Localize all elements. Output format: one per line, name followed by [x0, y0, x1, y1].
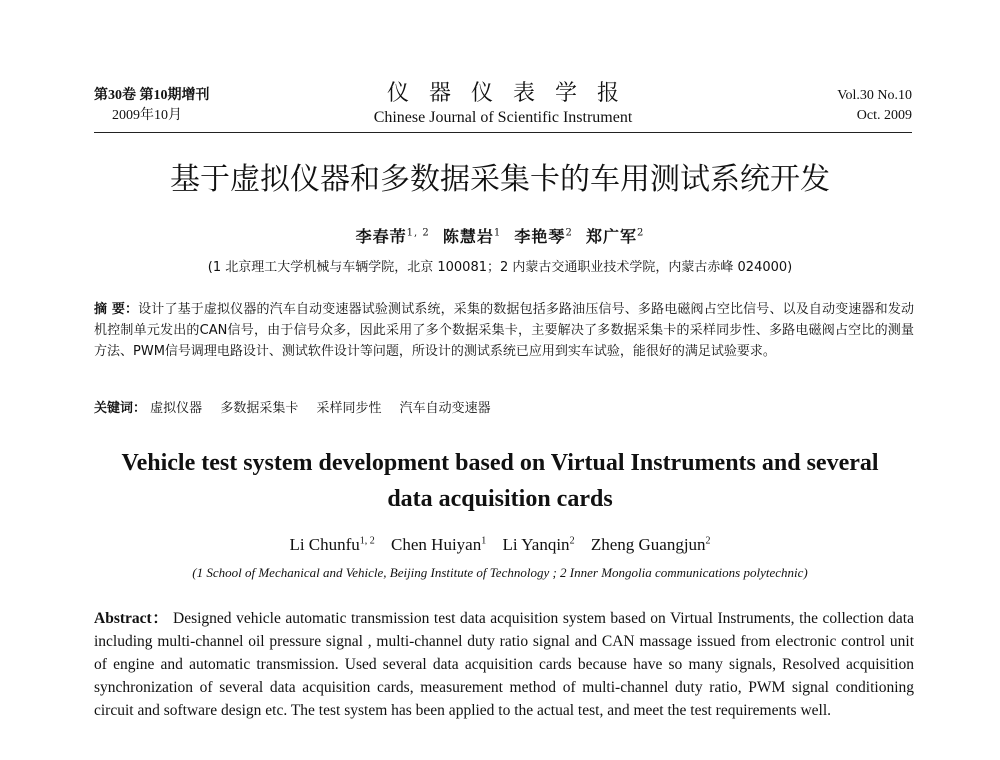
author-cn: 郑广军$^2$ — [585, 227, 645, 246]
journal-name-en: Chinese Journal of Scientific Instrument — [373, 109, 633, 126]
keywords-cn-label: 关键词： — [94, 401, 147, 416]
author-cn: 陈慧岩$^1$ — [442, 227, 502, 246]
author-cn: 李艳琴$^2$ — [514, 227, 573, 246]
author-en: Chen Huiyan$^1$ — [391, 535, 487, 554]
affiliation-cn: (1 北京理工大学机械与车辆学院，北京 100081；2 内蒙古交通职业技术学院，内蒙古赤峰 024000) — [207, 260, 793, 275]
keyword: 多数据采集卡 — [220, 401, 299, 416]
keyword: 汽车自动变速器 — [399, 401, 491, 416]
date-cn: 2009年10月 — [112, 108, 182, 123]
volume-issue-cn: 第30卷 第10期增刊 — [94, 88, 210, 103]
abstract-cn — [94, 299, 914, 362]
header-divider — [94, 132, 912, 133]
keyword: 采样同步性 — [316, 401, 382, 416]
abstract-cn-label: 摘 要： — [94, 302, 139, 317]
abstract-en-text: Designed vehicle automatic transmission test data acquisition system based on Virtual Instruments, the collection data including multi-channel oil pressure signal , multi-channel duty ratio signal and CAN massage issued from electronic control unit of engine and automatic transmission. Used several data acquisition cards because have so many signals, Resolved acquisition synchronization of several data acquisition cards, measurement method of multi-channel duty ratio, PWM signal conditioning circuit and software design etc. The test system has been applied to the actual test, and meet the test requirements well. — [94, 610, 914, 719]
journal-header — [94, 81, 912, 132]
paper-title-en: Vehicle test system development based on Virtual Instruments and several data acquisition cards — [121, 450, 879, 512]
keyword: 虚拟仪器 — [150, 401, 203, 416]
header-right — [752, 86, 912, 126]
date-en: Oct. 2009 — [856, 108, 912, 123]
abstract-en — [94, 607, 914, 722]
paper-title-cn: 基于虚拟仪器和多数据采集卡的车用测试系统开发 — [170, 162, 830, 197]
authors-cn — [0, 224, 1000, 247]
abstract-en-label: Abstract： — [94, 610, 169, 627]
author-en: Li Yanqin$^2$ — [502, 535, 575, 554]
author-cn: 李春芾$^{1, 2}$ — [355, 227, 430, 246]
abstract-cn-text: 设计了基于虚拟仪器的汽车自动变速器试验测试系统，采集的数据包括多路油压信号、多路电磁阀占空比信号、以及自动变速器和发动机控制单元发出的CAN信号，由于信号众多，因此采用了多个数据采集卡，主要解决了多数据采集卡的采样同步性、多路电磁阀占空比的测量方法、PWM信号调理电路设计、测试软件设计等问题，所设计的测试系统已应用到实车试验，能很好的满足试验要求。 — [94, 302, 914, 359]
authors-en — [0, 535, 1000, 555]
author-en: Li Chunfu$^{1, 2}$ — [289, 535, 375, 554]
keywords-cn — [94, 398, 914, 419]
author-en: Zheng Guangjun$^2$ — [590, 535, 711, 554]
journal-name-cn: 仪器仪表学报 — [386, 81, 639, 106]
volume-issue-en: Vol.30 No.10 — [837, 88, 912, 103]
affiliation-en: (1 School of Mechanical and Vehicle, Beijing Institute of Technology ; 2 Inner Mongolia communications polytechnic) — [192, 565, 808, 580]
